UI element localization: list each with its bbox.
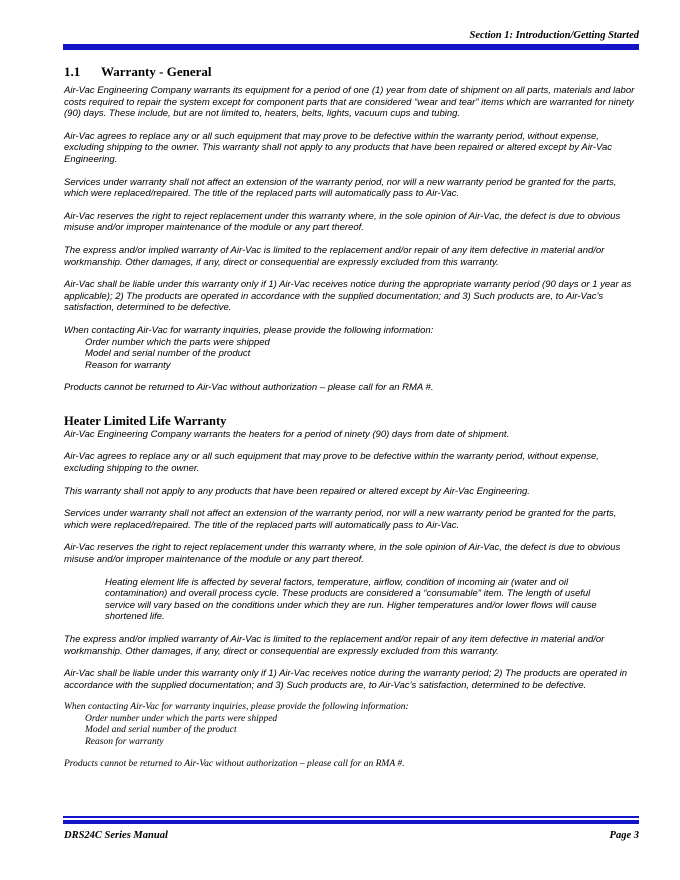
heater-contact-intro: When contacting Air-Vac for warranty inquiries, please provide the following information: xyxy=(64,702,409,713)
heater-paragraph: Air-Vac Engineering Company warrants the heaters for a period of ninety (90) days from date of shipment. xyxy=(64,428,510,440)
footer-page-number: Page 3 xyxy=(609,830,639,841)
heater-life-note: Heating element life is affected by several factors, temperature, airflow, condition of incoming air (water and oil contamination) and overall process cycle. These products are considered a “consumable” item. The length of useful service will vary based on the conditions under which they are run. Higher temperatures and/or lower flows will cause shortened life. xyxy=(105,576,597,623)
heater-warranty-heading: Heater Limited Life Warranty xyxy=(64,413,227,428)
list-item: Model and serial number of the product xyxy=(85,725,237,736)
contact-intro: When contacting Air-Vac for warranty inquiries, please provide the following information: xyxy=(64,324,434,336)
heater-paragraph: This warranty shall not apply to any products that have been repaired or altered except by Air-Vac Engineering. xyxy=(64,485,530,497)
page-content xyxy=(64,64,640,782)
header-rule xyxy=(63,44,639,50)
heater-paragraph: Air-Vac reserves the right to reject replacement under this warranty where, in the sole opinion of Air-Vac, the defect is due to obvious misuse and/or improper maintenance of the module or any part thereof. xyxy=(64,542,621,566)
section-heading xyxy=(64,64,640,80)
heater-paragraph: The express and/or implied warranty of Air-Vac is limited to the replacement and/or repair of any item defective in material and/or workmanship. Other damages, if any, direct or consequential are expressly excluded from this warranty. xyxy=(64,634,605,657)
list-item: Reason for warranty xyxy=(85,736,164,747)
heater-rma-note: Products cannot be returned to Air-Vac without authorization – please call for an RMA #. xyxy=(64,759,405,770)
footer-rule-thick xyxy=(63,820,639,824)
section-title: Warranty - General xyxy=(101,64,212,79)
heater-paragraph: Air-Vac shall be liable under this warranty only if 1) Air-Vac receives notice during the warranty period; 2) The products are operated in accordance with the supplied documentation; and 3) Such products are, to Air-Vac’s satisfaction, determined to be defective. xyxy=(64,668,628,691)
warranty-paragraph: Air-Vac agrees to replace any or all such equipment that may prove to be defective within the warranty period, without expense, excluding shipping to the owner. This warranty shall not apply to any products that have been repaired or altered except by Air-Vac Engineering. xyxy=(64,130,612,165)
list-item: Order number under which the parts were shipped xyxy=(85,713,278,724)
list-item: Reason for warranty xyxy=(85,359,171,371)
warranty-paragraph: Services under warranty shall not affect an extension of the warranty period, nor will a new warranty period be granted for the parts, which were replaced/repaired. The title of the replaced parts will automatically pass to Air-Vac. xyxy=(64,176,617,200)
footer-rule-thin xyxy=(63,816,639,818)
list-item: Order number which the parts were shipped xyxy=(85,336,270,348)
warranty-paragraph: The express and/or implied warranty of Air-Vac is limited to the replacement and/or repair of any item defective in material and/or workmanship. Other damages, if any, direct or consequential are expressly excluded from this warranty. xyxy=(64,244,605,268)
warranty-paragraph: Air-Vac shall be liable under this warranty only if 1) Air-Vac receives notice during the appropriate warranty period (90 days or 1 year as applicable); 2) The products are operated in accordance with the supplied documentation; and 3) Such products are, to Air-Vac’s satisfaction, determined to be defective. xyxy=(64,279,632,314)
heater-contact-list xyxy=(85,714,640,749)
footer-manual-title: DRS24C Series Manual xyxy=(64,830,168,841)
warranty-paragraph: Air-Vac reserves the right to reject replacement under this warranty where, in the sole opinion of Air-Vac, the defect is due to obvious misuse and/or improper maintenance of the module or any part thereof. xyxy=(64,210,621,234)
warranty-paragraph: Air-Vac Engineering Company warrants its equipment for a period of one (1) year from date of shipment on all parts, materials and labor costs required to repair the system except for component parts that are considered “wear and tear” items which are warranted for ninety (90) days. These include, but are not limited to, heaters, belts, lights, vacuum cups and tubing. xyxy=(64,85,635,120)
section-number: 1.1 xyxy=(64,64,81,79)
header-section-title: Section 1: Introduction/Getting Started xyxy=(469,30,639,41)
contact-info-list xyxy=(85,337,640,372)
heater-paragraph: Air-Vac agrees to replace any or all such equipment that may prove to be defective within the warranty period, without expense, excluding shipping to the owner. xyxy=(64,451,599,475)
list-item: Model and serial number of the product xyxy=(85,348,251,360)
rma-note: Products cannot be returned to Air-Vac without authorization – please call for an RMA #. xyxy=(64,382,434,394)
heater-paragraph: Services under warranty shall not affect an extension of the warranty period, nor will a new warranty period be granted for the parts, which were replaced/repaired. The title of the replaced parts will automatically pass to Air-Vac. xyxy=(64,508,617,531)
